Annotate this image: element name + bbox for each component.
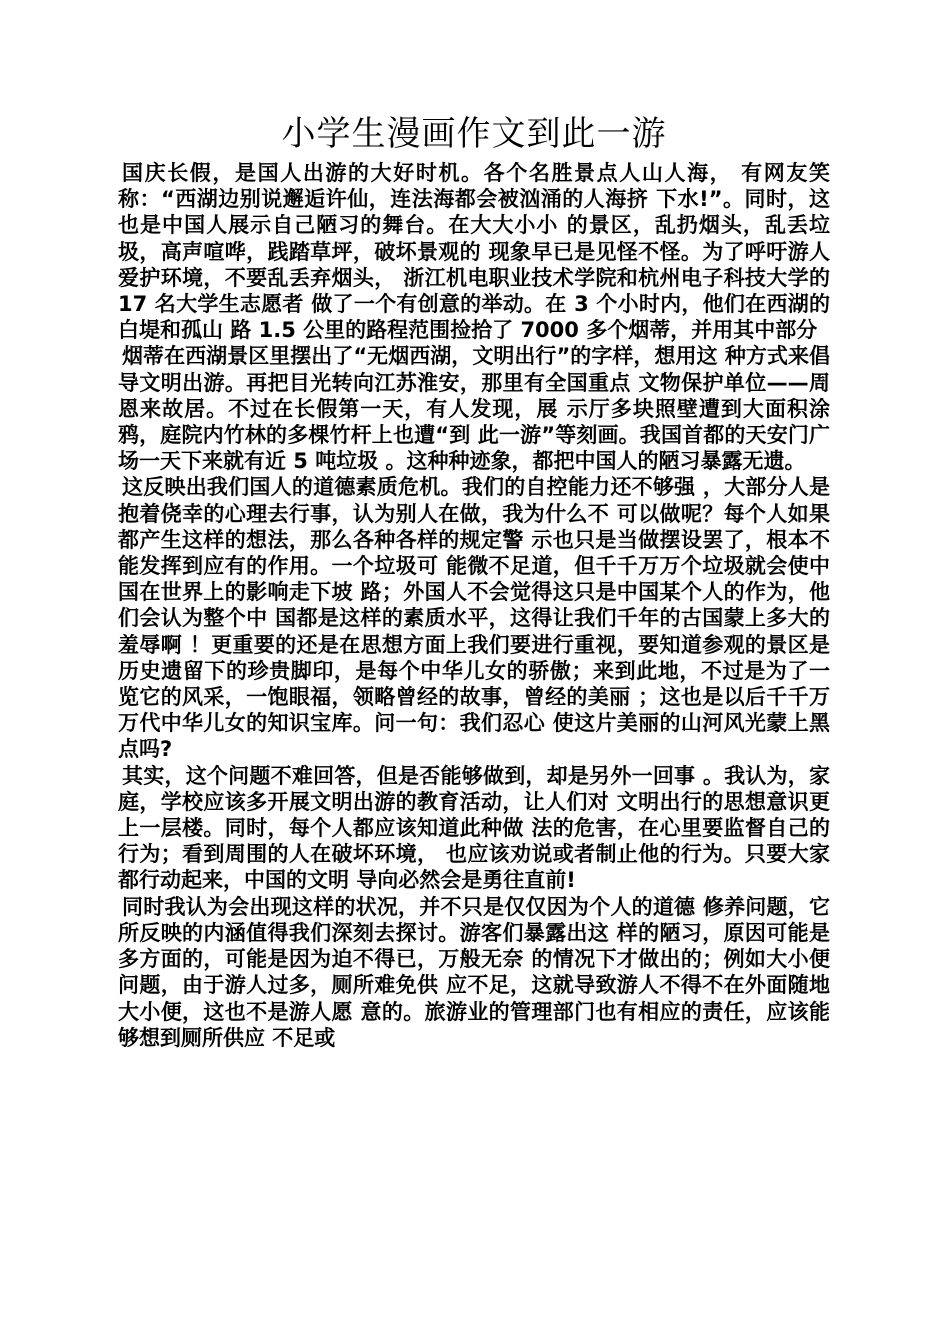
paragraph-5: 同时我认为会出现这样的状况，并不只是仅仅因为个人的道德 修养问题，它所反映的内涵值得我们深刻去探讨。游客们暴露出这 样的陋习，原因可能是多方面的，可能是因为迫不得已，万般无奈 的情况下才做出的；例如大小便问题，由于游人过多，厕所难免供 应不足，这就导致游人不得不在外面随地大小便，这也不是游人愿 意的。旅游业的管理部门也有相应的责任，应该能够想到厕所供应 不足或 [118,894,830,1050]
page-title: 小学生漫画作文到此一游 [281,114,667,154]
document-page [118,112,830,1051]
paragraph-3: 这反映出我们国人的道德素质危机。我们的自控能力还不够强 ，大部分人是抱着侥幸的心理去行事，认为别人在做，我为什么不 可以做呢？每个人如果都产生这样的想法，那么各种各样的规定警 示也只是当做摆设罢了，根本不能发挥到应有的作用。一个垃圾可 能微不足道，但千千万万个垃圾就会使中国在世界上的影响走下坡 路；外国人不会觉得这只是中国某个人的作为，他们会认为整个中 国都是这样的素质水平，这得让我们千年的古国蒙上多大的羞辱啊 ！更重要的还是在思想方面上我们要进行重视，要知道参观的景区是历史遗留下的珍贵脚印，是每个中华儿女的骄傲；来到此地，不过是为了一览它的风采，一饱眼福，领略曾经的故事，曾经的美丽 ；这也是以后千千万万代中华儿女的知识宝库。问一句：我们忍心 使这片美丽的山河风光蒙上黑点吗? [118,475,830,762]
paragraph-2: 烟蒂在西湖景区里摆出了“无烟西湖，文明出行”的字样，想用这 种方式来倡导文明出游。再把目光转向江苏淮安，那里有全国重点 文物保护单位——周恩来故居。不过在长假第一天，有人发现，展 示厅多块照壁遭到大面积涂鸦，庭院内竹林的多棵竹杆上也遭“到 此一游”等刻画。我国首都的天安门广场一天下来就有近 5 吨垃圾 。这种种迹象，都把中国人的陋习暴露无遗。 [118,344,830,474]
paragraph-4: 其实，这个问题不难回答，但是否能够做到，却是另外一回事 。我认为，家庭，学校应该多开展文明出游的教育活动，让人们对 文明出行的思想意识更上一层楼。同时，每个人都应该知道此种做 法的危害，在心里要监督自己的行为；看到周围的人在破坏环境， 也应该劝说或者制止他的行为。只要大家都行动起来，中国的文明 导向必然会是勇往直前! [118,763,830,893]
paragraph-1: 国庆长假，是国人出游的大好时机。各个名胜景点人山人海， 有网友笑称：“西湖边别说邂逅许仙，连法海都会被汹涌的人海挤 下水!”。同时，这也是中国人展示自己陋习的舞台。在大大小小 的景区，乱扔烟头，乱丢垃圾，高声喧哗，践踏草坪，破坏景观的 现象早已是见怪不怪。为了呼吁游人爱护环境，不要乱丢弃烟头， 浙江机电职业技术学院和杭州电子科技大学的 17 名大学生志愿者 做了一个有创意的举动。在 3 个小时内，他们在西湖的白堤和孤山 路 1.5 公里的路程范围捡拾了 7000 多个烟蒂，并用其中部分 [118,161,830,343]
